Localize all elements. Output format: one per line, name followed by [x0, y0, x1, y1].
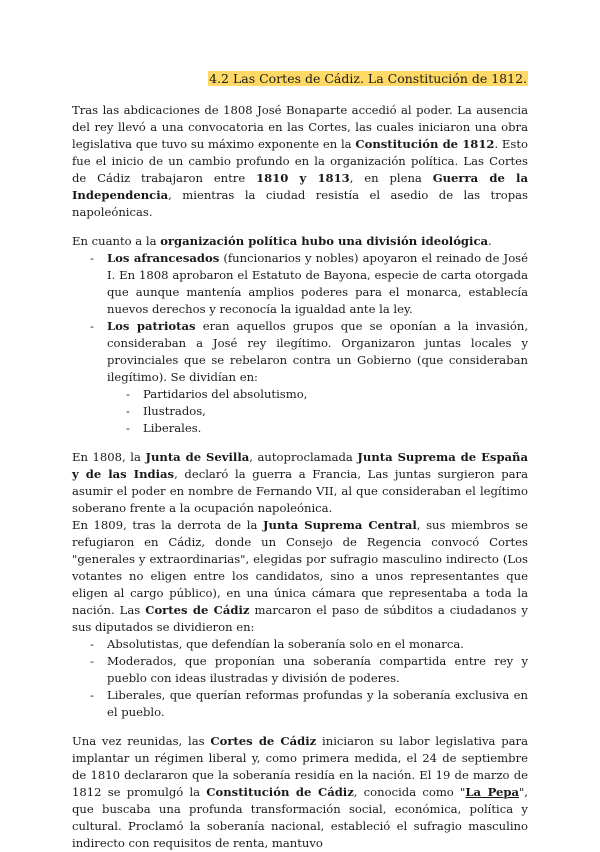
bold-run: Junta Suprema Central [263, 518, 417, 532]
underlined-bold-run: La Pepa [465, 785, 519, 799]
list-item: - Ilustrados, [72, 403, 528, 420]
text-run: marcaron el paso de súbditos a ciudadanos y sus diputados se dividieron en: [72, 603, 528, 634]
document-page [72, 70, 528, 852]
text-run: iniciaron su labor legislativa para implantar un régimen liberal y, como primera medida, el 24 de septiembre de 1810 declararon que la soberanía residía en la nación. El 19 de marzo de 1812 se promulgó la [72, 734, 528, 799]
junta-central-paragraph [72, 517, 528, 636]
section-title [72, 70, 528, 88]
text-run: , sus miembros se refugiaron en Cádiz, donde un Consejo de Regencia convocó Cortes "generales y extraordinarias", elegidas por sufragio masculino indirecto (Los votantes no eligen entre los candidatos, sino a unos representantes que eligen al cargo público), en una única cámara que representaba a toda la nación. Las [72, 518, 528, 617]
bold-run: Constitución de 1812 [355, 137, 495, 151]
list-item: - Moderados, que proponían una soberanía compartida entre rey y pueblo con ideas ilustradas y división de poderes. [72, 653, 528, 687]
junta-sevilla-paragraph [72, 449, 528, 517]
list-item: - Liberales, que querían reformas profundas y la soberanía exclusiva en el pueblo. [72, 687, 528, 721]
bold-run: 1810 y 1813 [256, 171, 350, 185]
section-title-highlight: 4.2 Las Cortes de Cádiz. La Constitución de 1812. [209, 71, 527, 86]
bold-run: Cortes de Cádiz [210, 734, 317, 748]
text-run: , mientras la ciudad resistía el asedio de las tropas napoleónicas. [72, 188, 528, 219]
text-run: , conocida como " [353, 785, 466, 799]
text-run: En 1808, la [72, 450, 146, 464]
bold-run: Constitución de Cádiz [206, 785, 354, 799]
text-run: ", que buscaba una profunda transformación social, económica, política y cultural. Proclamó la soberanía nacional, estableció el sufragio masculino indirecto con requisitos de renta, mantuvo [72, 785, 528, 850]
bold-run: Cortes de Cádiz [145, 603, 250, 617]
list-item: - Absolutistas, que defendían la soberanía solo en el monarca. [72, 636, 528, 653]
political-division-paragraph [72, 233, 528, 250]
bold-run: Junta Suprema de España y de las Indias [72, 450, 529, 481]
text-run: En cuanto a la [72, 234, 161, 248]
bold-run: Guerra de la Independencia [72, 171, 528, 202]
text-run: Una vez reunidas, las [72, 734, 211, 748]
text-run: , autoproclamada [249, 450, 358, 464]
text-run: , en plena [349, 171, 433, 185]
text-run: Tras las abdicaciones de 1808 José Bonaparte accedió al poder. La ausencia del rey llevó a una convocatoria en las Cortes, las cuales iniciaron una obra legislativa que tuvo su máximo exponente en la [72, 103, 528, 151]
text-run: (funcionarios y nobles) apoyaron el reinado de José I. En 1808 aprobaron el Estatuto de Bayona, especie de carta otorgada que aunque mantenía amplios poderes para el monarca, establecía nuevos derechos y reconocía la igualdad ante la ley. [107, 251, 528, 316]
constitution-paragraph [72, 733, 528, 852]
list-item-patriotas [72, 318, 528, 386]
text-run: , declaró la guerra a Francia, Las juntas surgieron para asumir el poder en nombre de Fernando VII, al que consideraban el legítimo soberano frente a la ocupación napoleónica. [72, 467, 528, 515]
intro-paragraph [72, 102, 528, 221]
patriotas-subgroups-list [72, 386, 528, 437]
text-run: En 1809, tras la derrota de la [72, 518, 264, 532]
text-run: . [488, 234, 492, 248]
bold-run: Junta de Sevilla [145, 450, 250, 464]
bold-run: organización política hubo una división ideológica [160, 234, 489, 248]
text-run: . Esto fue el inicio de un cambio profundo en la organización política. Las Cortes de Cádiz trabajaron entre [72, 137, 528, 185]
list-item-afrancesados [72, 250, 528, 318]
list-item: - Partidarios del absolutismo, [72, 386, 528, 403]
list-item: - Liberales. [72, 420, 528, 437]
bold-run: Los afrancesados [107, 251, 220, 265]
text-run: eran aquellos grupos que se oponían a la invasión, consideraban a José rey ilegítimo. Organizaron juntas locales y provinciales que se rebelaron contra un Gobierno (que consideraban ilegítimo). Se dividían en: [107, 319, 529, 384]
bold-run: Los patriotas [107, 319, 196, 333]
deputies-list [72, 636, 528, 721]
ideological-groups-list [72, 250, 528, 386]
